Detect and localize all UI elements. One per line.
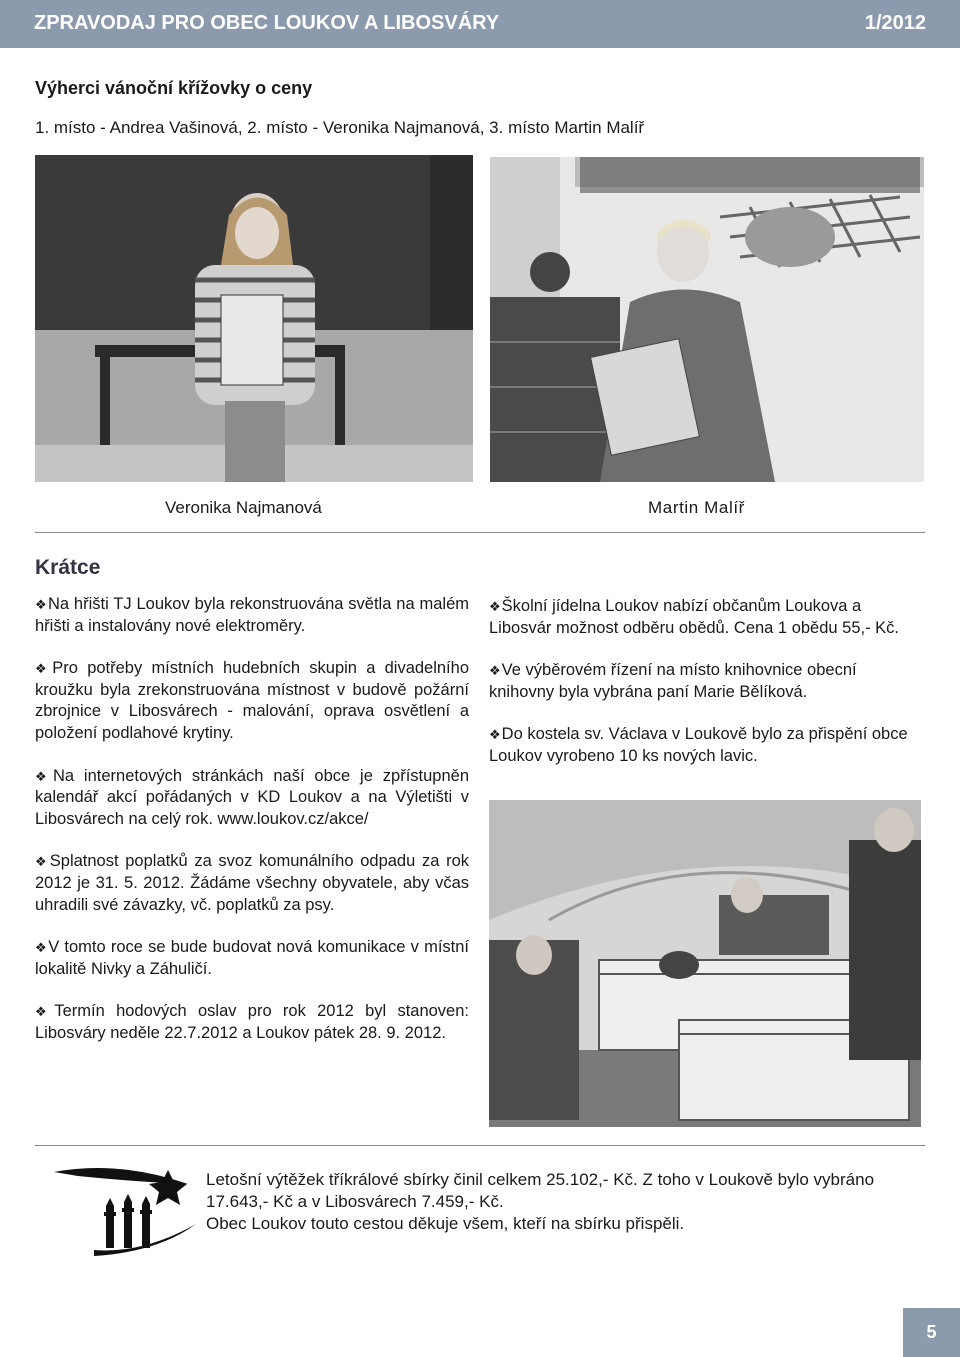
donation-text [206,1169,926,1235]
news-item-text: Na hřišti TJ Loukov byla rekonstruována světla na malém hřišti a instalovány nové elektroměry. [35,595,469,635]
diamond-bullet-icon: ❖ [489,599,501,614]
newsletter-title: ZPRAVODAJ PRO OBEC LOUKOV A LIBOSVÁRY [34,12,500,34]
news-item-text: Splatnost poplatků za svoz komunálního odpadu za rok 2012 je 31. 5. 2012. Žádáme všechny obyvatele, aby včas uhradili své závazky, vč. poplatků za psy. [35,852,469,914]
newsletter-header [0,0,960,48]
diamond-bullet-icon: ❖ [489,663,501,679]
news-item-text: V tomto roce se bude budovat nová komunikace v místní lokalitě Nivky a Záhuličí. [35,938,469,978]
news-item [35,1001,469,1044]
diamond-bullet-icon: ❖ [35,1004,54,1020]
diamond-bullet-icon: ❖ [35,597,47,612]
donation-result: Letošní výtěžek tříkrálové sbírky činil celkem 25.102,- Kč. Z toho v Loukově bylo vybráno 17.643,- Kč a v Libosvárech 7.459,- Kč. [206,1170,875,1211]
news-item [489,596,925,639]
photo-martin [490,157,924,482]
news-item-text: Ve výběrovém řízení na místo knihovnice obecní knihovny byla vybrána paní Marie Bělíková. [489,661,857,701]
news-item [35,851,469,916]
diamond-bullet-icon: ❖ [489,727,501,743]
donation-thanks: Obec Loukov touto cestou děkuje všem, kteří na sbírku přispěli. [206,1214,685,1233]
section-title: Krátce [35,556,101,579]
photo-church-pews [489,800,921,1127]
three-kings-star-icon [48,1162,198,1262]
news-item [489,660,925,703]
news-item-text: Pro potřeby místních hudebních skupin a divadelního kroužku byla zrekonstruována místnost v budově požární zbrojnice v Libosvárech - malování, oprava osvětlení a položení podlahové krytiny. [35,659,469,742]
news-item [35,658,469,744]
news-item-text: Termín hodových oslav pro rok 2012 byl stanoven: Libosváry neděle 22.7.2012 a Loukov pátek 28. 9. 2012. [35,1002,469,1042]
diamond-bullet-icon: ❖ [35,661,52,677]
diamond-bullet-icon: ❖ [35,768,52,784]
news-item [35,937,469,980]
news-item [35,766,469,831]
news-item [35,594,469,637]
news-item-text: Školní jídelna Loukov nabízí občanům Loukova a Libosvár možnost odběru obědů. Cena 1 obědu 55,- Kč. [489,597,900,637]
winners-list: 1. místo - Andrea Vašinová, 2. místo - Veronika Najmanová, 3. místo Martin Malíř [35,118,645,137]
page-number: 5 [903,1308,960,1357]
issue-number: 1/2012 [864,12,926,34]
winners-heading: Výherci vánoční křížovky o ceny [35,78,313,98]
photo-veronika [35,155,473,482]
news-item [489,724,925,767]
section-divider [35,532,925,533]
diamond-bullet-icon: ❖ [35,854,49,870]
bottom-divider [35,1145,925,1146]
news-column-right [489,596,925,789]
news-item-text: Na internetových stránkách naší obce je zpřístupněn kalendář akcí pořádaných v KD Loukov a na Výletišti v Libosvárech na celý rok. www.loukov.cz/akce/ [35,766,469,828]
news-column-left [35,594,469,1066]
photo-caption-left: Veronika Najmanová [165,498,322,517]
photo-caption-right: Martin Malíř [648,498,745,517]
news-item-text: Do kostela sv. Václava v Loukově bylo za přispění obce Loukov vyrobeno 10 ks nových lavic. [489,725,908,765]
diamond-bullet-icon: ❖ [35,940,48,956]
